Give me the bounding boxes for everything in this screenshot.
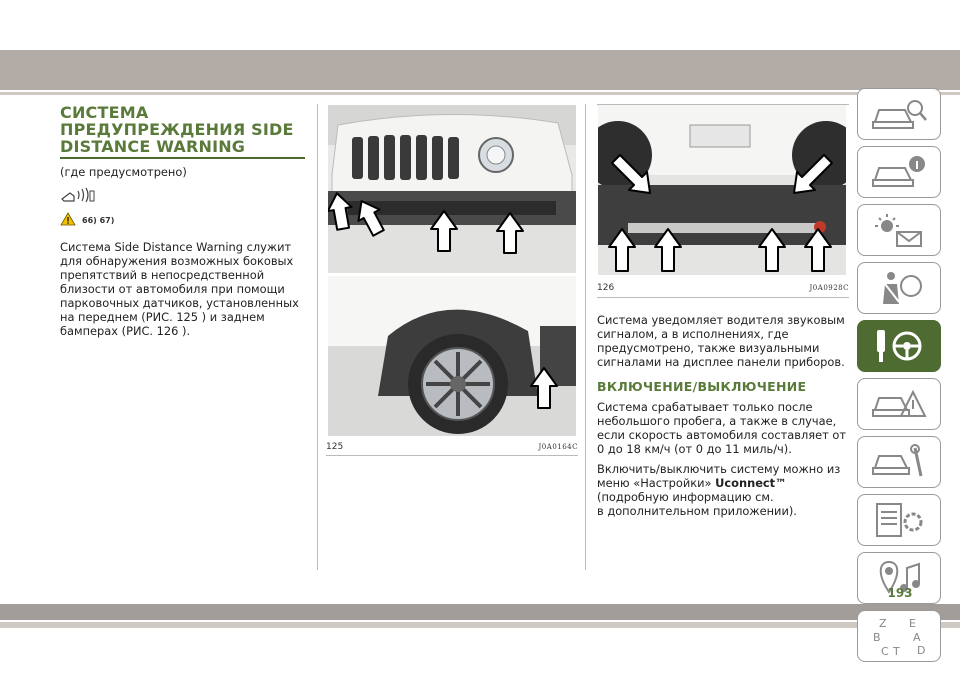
footer-band <box>0 604 960 620</box>
section-subtitle: (где предусмотрено) <box>60 165 187 179</box>
warning-refs: 66) 67) <box>82 216 115 225</box>
seatbelt-airbag-icon <box>869 268 929 308</box>
chapter-tab-1[interactable] <box>857 88 941 140</box>
figure-126-top-rule <box>597 104 849 105</box>
chapter-tab-6[interactable] <box>857 378 941 430</box>
figure-126-code: J0A0928C <box>809 284 849 292</box>
uconnect-text-ref: (подробную информацию см. <box>597 490 774 504</box>
car-tools-icon <box>869 442 929 482</box>
figure-126-caption <box>597 283 849 293</box>
header-band-line <box>0 92 960 95</box>
text-column-3 <box>597 313 849 518</box>
index-letter-b: B <box>873 631 881 644</box>
figure-125-caption <box>326 442 578 452</box>
section-title-line-3: DISTANCE WARNING <box>60 137 246 156</box>
section-title <box>60 104 305 155</box>
figure-126-rule <box>597 297 849 298</box>
chapter-tab-2[interactable] <box>857 146 941 198</box>
index-letter-c: C <box>881 645 889 658</box>
feature-icons <box>60 187 305 207</box>
uconnect-text-start: Включить/выключить систему можно из меню «Настройки» <box>597 462 841 490</box>
title-rule <box>60 157 305 159</box>
index-letter-t: T <box>893 645 900 658</box>
system-notification-text: Система уведомляет водителя звуковым сигналом, а в исполнениях, где предусмотрено, также визуальными сигналами на дисплее панели приборов. <box>597 313 845 369</box>
uconnect-text <box>597 462 849 518</box>
column-divider-1 <box>317 104 318 570</box>
section-title-line-1: СИСТЕМА <box>60 103 149 122</box>
chapter-tab-4[interactable] <box>857 262 941 314</box>
index-letter-d: D <box>917 644 926 657</box>
warning-triangle-icon <box>60 211 76 230</box>
chapter-tab-5-active[interactable] <box>857 320 941 372</box>
activation-text: Система срабатывает только после небольшого пробега, а также в случае, если скорость автомобиля составляет от 0 до 18 км/ч (от 0 до 11 миль/ч). <box>597 400 846 456</box>
car-search-icon <box>869 94 929 134</box>
header-band <box>0 50 960 90</box>
footer-band-line <box>0 622 960 628</box>
figure-125-rule <box>326 455 578 456</box>
figure-125-code: J0A0164C <box>538 443 578 451</box>
alphabet-index-icon <box>869 614 929 658</box>
index-letter-z: Z <box>879 617 887 630</box>
figure-125-front-bumper <box>328 105 576 273</box>
chapter-tab-10[interactable] <box>857 610 941 662</box>
uconnect-bold: Uconnect™ <box>715 476 787 490</box>
figure-125-side-wheel <box>328 276 576 436</box>
index-letter-a: A <box>913 631 921 644</box>
section-title-line-2: ПРЕДУПРЕЖДЕНИЯ SIDE <box>60 120 294 139</box>
figure-126-rear-bumper <box>598 105 846 275</box>
parking-sensor-icon <box>60 187 96 207</box>
car-warning-icon <box>869 384 929 424</box>
key-steering-wheel-icon <box>869 326 929 366</box>
specs-gear-icon <box>869 500 929 540</box>
figure-126-number: 126 <box>597 283 615 293</box>
chapter-tab-8[interactable] <box>857 494 941 546</box>
chapter-sidebar <box>857 88 943 668</box>
index-letter-e: E <box>909 617 916 630</box>
chapter-tab-7[interactable] <box>857 436 941 488</box>
figure-125-number: 125 <box>326 442 344 452</box>
text-column-1 <box>60 104 305 338</box>
warning-row <box>60 211 305 230</box>
uconnect-text-appendix: в дополнительном приложении). <box>597 504 797 518</box>
car-info-icon <box>869 152 929 192</box>
column-divider-2 <box>585 104 586 570</box>
chapter-tab-3[interactable] <box>857 204 941 256</box>
lights-message-icon <box>869 210 929 250</box>
section-body: Система Side Distance Warning служит для обнаружения возможных боковых препятствий в непосредственной близости от автомобиля при помощи парковочных датчиков, установленных на переднем (РИС. 125 ) и заднем бамперах (РИС. 126 ). <box>60 240 299 338</box>
page-number: 193 <box>887 586 913 600</box>
on-off-heading: ВКЛЮЧЕНИЕ/ВЫКЛЮЧЕНИЕ <box>597 379 807 394</box>
